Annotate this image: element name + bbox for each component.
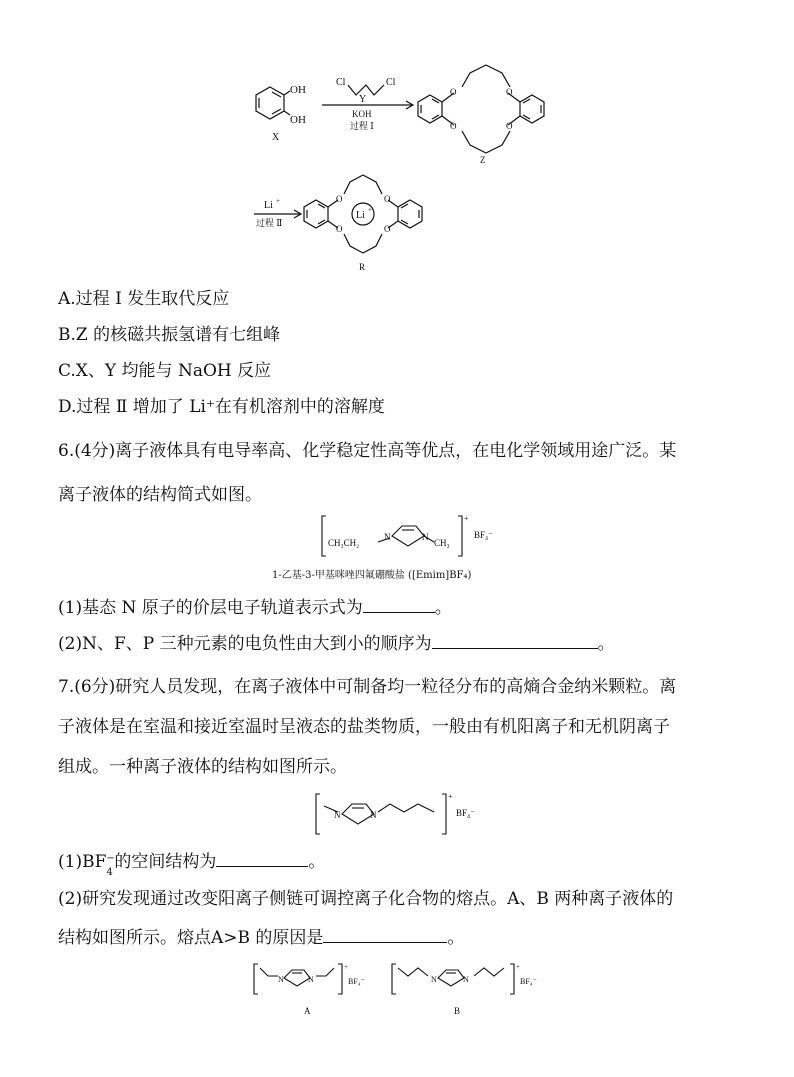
q6-part2-end: 。 (597, 634, 615, 654)
reagent-y: Y (359, 94, 367, 105)
li-center-charge: + (368, 206, 372, 214)
q6-stem-line2: 离子液体的结构简式如图。 (58, 485, 262, 505)
q7-part2-answer-blank[interactable] (323, 926, 447, 943)
label-z: Z (480, 155, 486, 165)
q7-structure-a (250, 960, 370, 1020)
option-b: B.Z 的核磁共振氢谱有七组峰 (58, 325, 281, 345)
q6-methyl-group: CH₃ (434, 538, 450, 548)
q6-part2-answer-blank[interactable] (432, 632, 598, 649)
reagent-cl-left: Cl (336, 77, 346, 88)
q6-part1-end: 。 (434, 598, 452, 618)
ether-o: O (336, 194, 343, 204)
oh-top-label: OH (290, 84, 306, 96)
q6-ethyl-group: CH₃CH₂ (328, 538, 360, 548)
ether-o: O (384, 194, 391, 204)
q7-structure-bmim (312, 790, 492, 840)
q6-structure-emim (318, 512, 508, 562)
q7-part2-line1: (2)研究发现通过改变阳离子侧链可调控离子化合物的熔点。A、B 两种离子液体的 (58, 889, 674, 909)
b-nitrogen: N (463, 975, 469, 984)
q7-structure-b (388, 960, 548, 1020)
b-charge: + (516, 963, 520, 971)
ether-o: O (506, 87, 513, 97)
q6-part1-answer-blank[interactable] (363, 596, 435, 613)
process-2-label: 过程 Ⅱ (256, 218, 283, 228)
option-d: D.过程 Ⅱ 增加了 Li⁺在有机溶剂中的溶解度 (58, 397, 385, 417)
q7-stem-line3: 组成。一种离子液体的结构如图所示。 (58, 757, 347, 777)
li-reagent-charge: + (276, 197, 280, 205)
q7-nitrogen: N (370, 810, 377, 820)
q6-anion: BF₄⁻ (474, 530, 493, 540)
option-a: A.过程 Ⅰ 发生取代反应 (58, 289, 230, 309)
q7-stem-line2: 子液体是在室温和接近室温时呈液态的盐类物质，一般由有机阳离子和无机阴离子 (58, 717, 670, 737)
b-anion: BF₄⁻ (520, 977, 537, 986)
label-x: X (272, 132, 280, 143)
ether-o: O (450, 87, 457, 97)
q6-cation-charge: + (464, 514, 469, 523)
q7-anion: BF₄⁻ (456, 808, 475, 818)
q7-part1-end: 。 (308, 852, 326, 872)
q6-nitrogen: N (384, 532, 391, 542)
reagent-koh: KOH (352, 109, 372, 119)
q7-part2-line2 (58, 926, 464, 949)
process-1-label: 过程 Ⅰ (350, 121, 374, 131)
q6-part1 (58, 596, 452, 619)
q6-stem-line1: 6.(4分)离子液体具有电导率高、化学稳定性高等优点，在电化学领域用途广泛。某 (58, 441, 677, 461)
reaction-scheme-process-1 (240, 55, 560, 170)
label-a: A (304, 1006, 311, 1016)
option-c: C.X、Y 均能与 NaOH 反应 (58, 361, 272, 381)
q7-part1-bf: (1)BF (58, 852, 107, 872)
li-center: Li (356, 210, 365, 221)
q6-part2-text: (2)N、F、P 三种元素的电负性由大到小的顺序为 (58, 634, 432, 654)
a-nitrogen: N (308, 975, 314, 984)
a-nitrogen: N (278, 975, 284, 984)
q6-part2 (58, 632, 615, 655)
label-b: B (454, 1006, 461, 1016)
q6-nitrogen: N (422, 532, 429, 542)
ether-o: O (450, 121, 457, 131)
q7-part2-text: 结构如图所示。熔点A>B 的原因是 (58, 928, 324, 948)
ether-o: O (336, 224, 343, 234)
q7-cation-charge: + (448, 792, 453, 801)
q6-structure-caption: 1-乙基-3-甲基咪唑四氟硼酸盐 ([Emim]BF₄) (272, 570, 472, 581)
reaction-scheme-process-2 (250, 162, 450, 277)
q7-part1 (58, 850, 326, 878)
q6-part1-text: (1)基态 N 原子的价层电子轨道表示式为 (58, 598, 363, 618)
oh-bottom-label: OH (290, 114, 306, 126)
q7-nitrogen: N (334, 810, 341, 820)
q7-part2-end: 。 (447, 928, 465, 948)
li-reagent: Li (264, 200, 273, 211)
q7-part1-text: 的空间结构为 (114, 852, 217, 872)
q7-stem-line1: 7.(6分)研究人员发现，在离子液体中可制备均一粒径分布的高熵合金纳米颗粒。离 (58, 677, 677, 697)
ether-o: O (506, 121, 513, 131)
a-anion: BF₄⁻ (348, 977, 365, 986)
a-charge: + (344, 963, 348, 971)
label-r: R (359, 262, 366, 272)
q7-part1-answer-blank[interactable] (216, 850, 308, 867)
q7-part1-sub: 4 (106, 867, 113, 878)
q7-part1-sup: − (106, 853, 115, 864)
ether-o: O (384, 224, 391, 234)
reagent-cl-right: Cl (386, 77, 396, 88)
b-nitrogen: N (431, 975, 437, 984)
